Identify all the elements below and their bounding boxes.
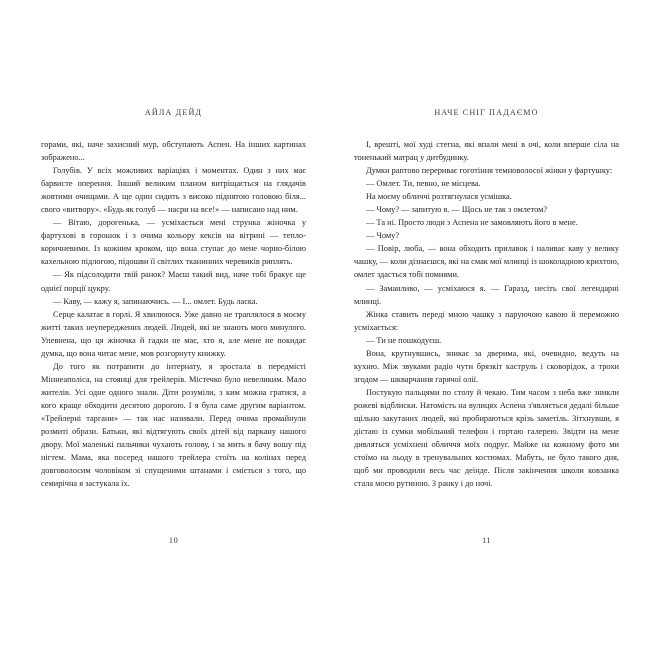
paragraph: Серце калатає в горлі. Я хвилююся. Уже давно не траплялося в моєму житті таких неупереджених людей. Людей, які не знають мого минулого. Упевнена, що ця жіночка й гадки не має, хто я, але мене не покидає думка, що вона читає мене, мов розгорнуту книжку.: [41, 309, 306, 358]
paragraph: — Ти не пошкодуєш.: [366, 335, 442, 345]
paragraph: Вона, крутнувшись, зникає за дверима, які, очевидно, ведуть на кухню. Між звуками радіо чути брязкіт каструль і сковорідок, а трохи згодом — шкварчання гарячої олії.: [354, 348, 619, 384]
body-text-right: [354, 138, 619, 490]
paragraph: — Як підсолодити твій ранок? Маєш такий вид, наче тобі бракує ще однієї порції цукру.: [41, 270, 306, 293]
running-head-left: АЙЛА ДЕЙД: [144, 108, 203, 117]
paragraph: Жінка ставить переді мною чашку з паруючою кавою й переможно усміхається:: [354, 309, 619, 332]
paragraph: До того як потрапити до інтернату, я зростала в передмісті Міннеаполіса, на стоянці для трейлерів. Містечко було невеликим. Мало жителів. Усі одне одного знали. Діти розуміли, з ким можна гратися, а кого краще обходити десятою дорогою. І я була саме другим варіантом. «Трейлерні таргани» — так нас називали. Перед очима промайнули розмиті образи. Батьки, які відтягують своїх дітей від паркану нашого двору. Мої маленькі пальчики чухають голову, і за мить я бачу вошу під нігтем. Мама, яка посеред нашого трейлера стоїть на колінах перед довговолосим чоловіком зі спущеними штанами і сміється з того, що семирічна я застукала їх.: [41, 361, 306, 489]
page-left-text-block: [41, 108, 306, 548]
paragraph: Думки раптово перериває гоготіння темноволосої жінки у фартушку:: [366, 166, 613, 176]
paragraph: — Чому?: [366, 231, 400, 241]
page-number-left: 10: [168, 535, 179, 545]
paragraph: — Заманливо, — усміхаюся я. — Гаразд, несіть свої легендарні млинці.: [354, 283, 619, 306]
paragraph: Голубів. У всіх можливих варіаціях і моментах. Один з них має барвисте оперення. Інший великим планом витріщається на глядачів жовтими очищами. А ще один сидить з високо піднятою головою біля... свого «витвору». «Будь як голуб — насри на все!» — написано над ним.: [41, 166, 306, 215]
paragraph: І, врешті, мої худі стегна, які впали мені в очі, коли вперше сіла на тоненький матрац у дитбудинку.: [354, 140, 619, 163]
paragraph: — Вітаю, дорогенька, — усміхається мені струнка жіночка у фартухові в горошок і з очима кольору кексів на вітрині — тепло-коричневими. Із кожним кроком, що вона ступає до мене чорно-білою кахельною підлогою, підошви її світлих тканинних черевиків риплять.: [41, 218, 306, 267]
paragraph: Постукую пальцями по столу й чекаю. Тим часом з неба вже зникли рожеві відблиски. Натомість на вулицях Аспена з'являється дедалі більше щільно закутаних людей, які пробираються крізь заметіль. Зітхнувши, я дістаю із сумки мобільний телефон і гортаю галерею. Звідти на мене дивляться усміхнені обличчя моїх подруг. Майже на кожному фото ми стоїмо на льоду в тренувальних костюмах. Мабуть, не було такого дня, щоб ми проводили весь час деінде. Після закінчення школи ковзанка стала моєю рутиною. З ранку і до ночі.: [354, 387, 619, 489]
page-number-right: 11: [481, 535, 492, 545]
paragraph: — Омлет. Ти, певно, не місцева.: [366, 179, 481, 189]
paragraph: На моєму обличчі розтягнулася усмішка.: [366, 192, 512, 202]
paragraph: — Та ні. Просто люди з Аспена не замовляють його в мене.: [366, 218, 578, 228]
body-text-left: [41, 138, 306, 490]
page-right: [325, 0, 650, 650]
paragraph: — Чому? — запитую я. — Щось не так з омлетом?: [366, 205, 548, 215]
paragraph: — Повір, люба, — вона обходить прилавок і наливає каву у велику чашку, — коли дізнаєшся, які на смак мої млинці із шоколадною крихтою, омлет здасться тобі помиями.: [354, 244, 619, 280]
paragraph: горами, які, наче захисний мур, обступають Аспен. На інших картинах зображено...: [41, 140, 306, 163]
paragraph: — Каву, — кажу я, запинаючись. — І... омлет. Будь ласка.: [53, 296, 258, 306]
page-right-text-block: [354, 108, 619, 548]
running-head-right: НАЧЕ СНІГ ПАДАЄМО: [434, 108, 539, 117]
